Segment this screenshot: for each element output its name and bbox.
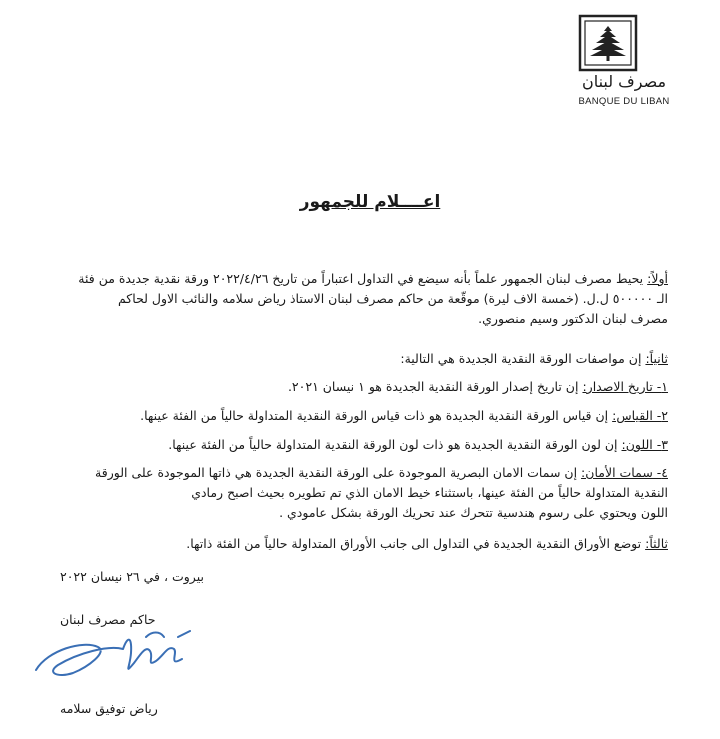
spec-item-security-line-2: النقدية المتداولة حالياً من الفئة عينها، باستثناء خيط الامان الذي تم تطويره بحيث اصبح رمادي xyxy=(191,485,668,500)
page-title: اعــــلام للجمهور xyxy=(299,192,441,212)
first-paragraph-line-3: مصرف لبنان الدكتور وسيم منصوري. xyxy=(478,311,668,326)
first-paragraph-line-2: الـ ٥٠٠٠٠٠ ل.ل. (خمسة الاف ليرة) موقّعة من حاكم مصرف لبنان الاستاذ رياض سلامه والنائب الاول لحاكم xyxy=(117,291,668,306)
cedar-tree-logo-icon xyxy=(578,14,638,72)
spec-item-color: ٣- اللون: إن لون الورقة النقدية الجديدة هو ذات لون الورقة النقدية المتداولة حالياً من الفئة عينها. xyxy=(168,437,668,452)
signature-icon xyxy=(28,615,248,695)
second-label: ثانياً: xyxy=(645,351,668,366)
signer-name: رياض توفيق سلامه xyxy=(60,701,158,716)
first-paragraph-line-1: أولاً: يحيط مصرف لبنان الجمهور علماً بأنه سيضع في التداول اعتباراً من تاريخ ٢٠٢٢/٤/٢٦ ورقة نقدية جديدة من فئة xyxy=(78,271,668,286)
third-label: ثالثاً: xyxy=(645,536,668,551)
third-paragraph: ثالثاً: توضع الأوراق النقدية الجديدة في التداول الى جانب الأوراق المتداولة حالياً من الفئة ذاتها. xyxy=(186,536,668,551)
bank-name-arabic: مصرف لبنان xyxy=(581,72,667,91)
date-line: بيروت ، في ٢٦ نيسان ٢٠٢٢ xyxy=(60,569,204,584)
spec-item-security-line-3: اللون ويحتوي على رسوم هندسية تتحرك عند تحريك الورقة بشكل عامودي . xyxy=(279,505,668,520)
spec-item-security-line-1: ٤- سمات الأمان: إن سمات الامان البصرية الموجودة على الورقة النقدية الجديدة هي ذاتها الموجودة على الورقة xyxy=(95,465,668,480)
spec-item-size: ٢- القياس: إن قياس الورقة النقدية الجديدة هو ذات قياس الورقة النقدية المتداولة حالياً من الفئة عينها. xyxy=(140,408,668,423)
spec-item-issue-date: ١- تاريخ الاصدار: إن تاريخ إصدار الورقة النقدية الجديدة هو ١ نيسان ٢٠٢١. xyxy=(287,379,668,394)
first-label: أولاً: xyxy=(647,271,668,286)
signer-title: حاكم مصرف لبنان xyxy=(60,612,156,627)
second-intro: ثانياً: إن مواصفات الورقة النقدية الجديدة هي التالية: xyxy=(400,351,668,366)
bank-name-french: BANQUE DU LIBAN xyxy=(578,96,670,107)
